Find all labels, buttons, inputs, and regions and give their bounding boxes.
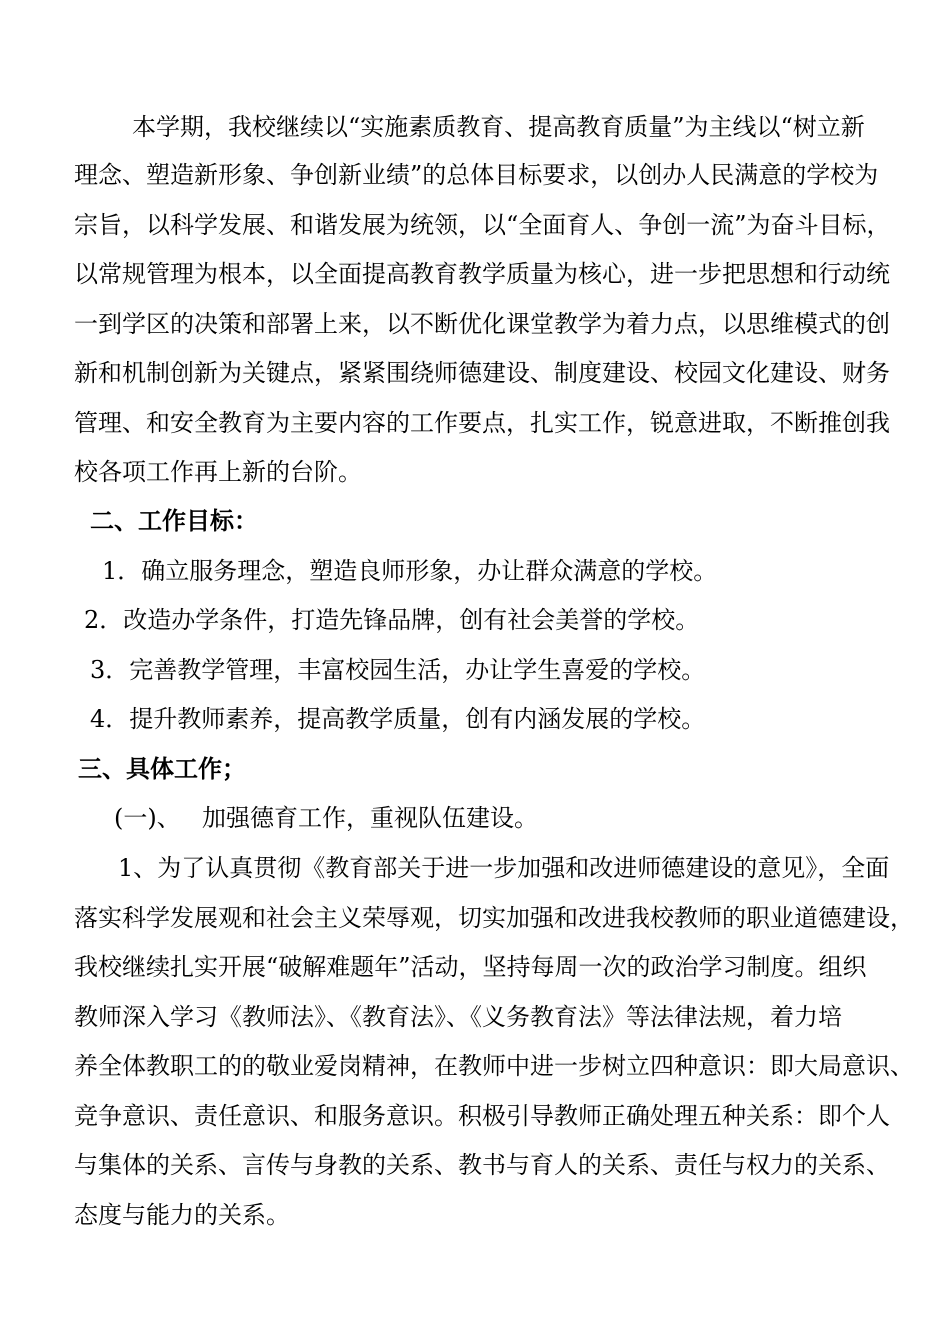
section-heading-goals: 二、工作目标： [90,506,258,535]
intro-line: 理念、塑造新形象、争创新业绩”的总体目标要求，以创办人民满意的学校为 [74,161,879,189]
goal-item: 3．完善教学管理，丰富校园生活，办让学生喜爱的学校。 [90,656,706,684]
intro-line: 一到学区的决策和部署上来，以不断优化课堂教学为着力点，以思维模式的创 [74,310,890,338]
intro-line: 管理、和安全教育为主要内容的工作要点，扎实工作，锐意进取，不断推创我 [74,409,890,437]
intro-line: 以常规管理为根本，以全面提高教育教学质量为核心，进一步把思想和行动统 [74,260,890,288]
intro-line: 校各项工作再上新的台阶。 [74,458,362,486]
goal-item: 2．改造办学条件，打造先锋品牌，创有社会美誉的学校。 [84,606,700,634]
body-line: 与集体的关系、言传与身教的关系、教书与育人的关系、责任与权力的关系、 [74,1151,890,1179]
body-line: 落实科学发展观和社会主义荣辱观，切实加强和改进我校教师的职业道德建设， [74,904,914,932]
body-line: 我校继续扎实开展“破解难题年”活动，坚持每周一次的政治学习制度。组织 [74,953,867,981]
body-line: 教师深入学习《教师法》、《教育法》、《义务教育法》等法律法规，着力培 [74,1003,842,1031]
goal-item: 4．提升教师素养，提高教学质量，创有内涵发展的学校。 [90,705,706,733]
body-line: 态度与能力的关系。 [74,1201,290,1229]
body-line: 1、为了认真贯彻《教育部关于进一步加强和改进师德建设的意见》，全面 [118,854,890,882]
intro-line: 新和机制创新为关键点，紧紧围绕师德建设、制度建设、校园文化建设、财务 [74,359,890,387]
body-line: 竞争意识、责任意识、和服务意识。积极引导教师正确处理五种关系：即个人 [74,1102,890,1130]
goal-item: 1．确立服务理念，塑造良师形象，办让群众满意的学校。 [102,557,718,585]
intro-line: 宗旨，以科学发展、和谐发展为统领，以“全面育人、争创一流”为奋斗目标， [74,211,891,239]
subsection-title: 加强德育工作，重视队伍建设。 [202,804,538,832]
intro-line: 本学期，我校继续以“实施素质教育、提高教育质量”为主线以“树立新 [132,113,865,141]
subsection-label: (一)、 [114,804,181,832]
section-heading-tasks: 三、具体工作； [78,754,246,783]
body-line: 养全体教职工的的敬业爱岗精神，在教师中进一步树立四种意识：即大局意识、 [74,1052,914,1080]
